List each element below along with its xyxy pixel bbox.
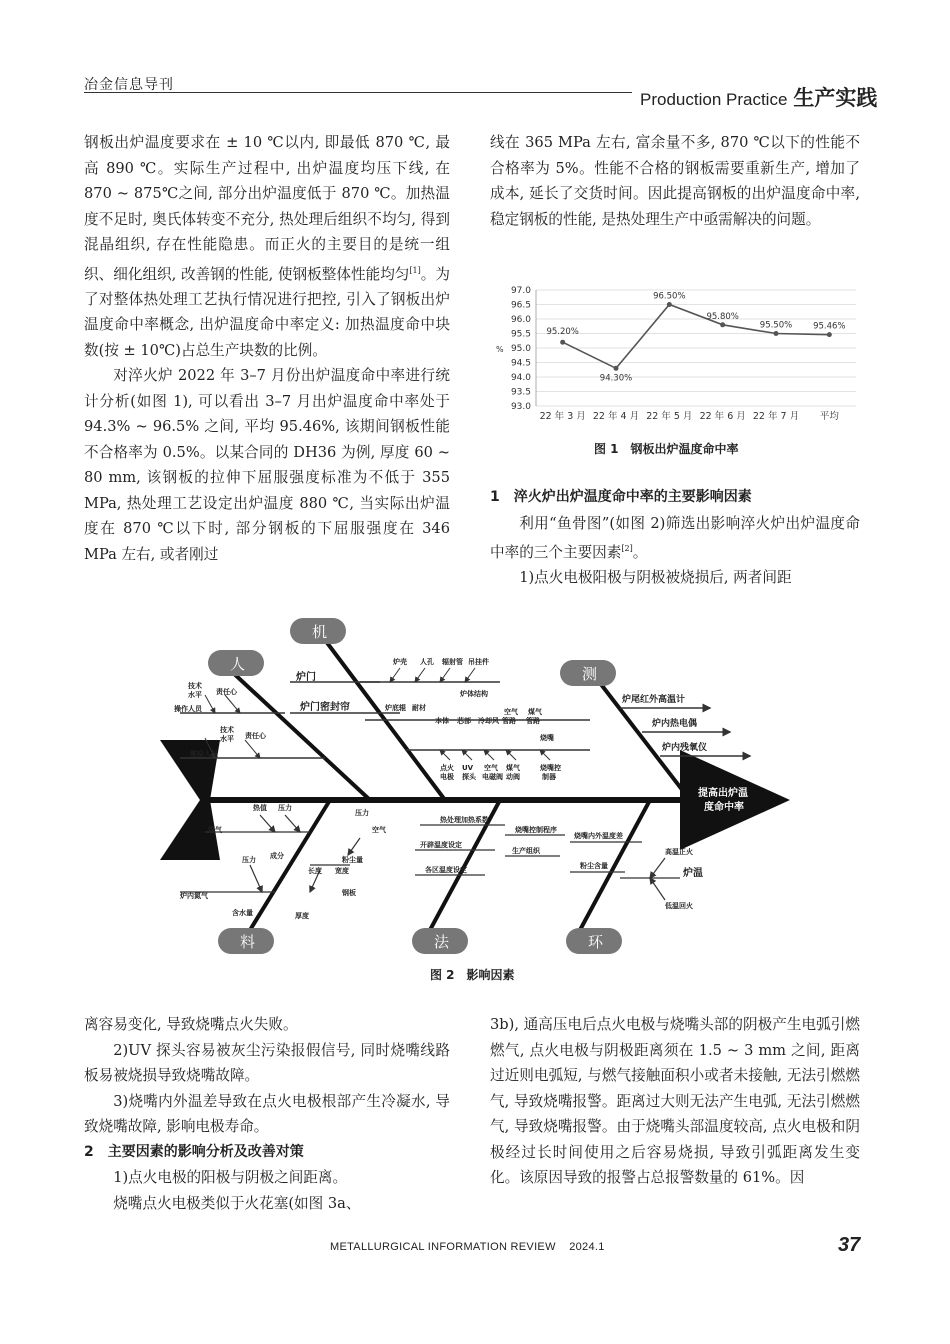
- liao-item: 压力: [278, 804, 292, 812]
- fa-item: 热处理加热系数: [440, 816, 489, 824]
- paragraph: 离容易变化, 导致烧嘴点火失败。: [84, 1016, 298, 1033]
- chart-point: [614, 366, 619, 371]
- liao-item: 炉内氮气: [180, 892, 208, 900]
- chart-x-tick: 22 年 7 月: [752, 411, 800, 422]
- paragraph: 烧嘴点火电极类似于火花塞(如图 3a、: [113, 1194, 361, 1212]
- liao-item: 压力: [355, 809, 369, 817]
- liao-item: 压力: [242, 856, 256, 864]
- cat-liao: 料: [240, 933, 256, 951]
- ji-item: 人孔: [420, 658, 434, 666]
- fig2-fishbone-diagram: [150, 610, 800, 960]
- ji-item: 辐射管: [442, 658, 463, 666]
- ji-item: 烧嘴控: [540, 764, 561, 772]
- chart-x-ticks: [540, 410, 840, 422]
- fa-item: 各区温度设定: [425, 866, 467, 874]
- footer-journal: METALLURGICAL INFORMATION REVIEW: [330, 1241, 556, 1253]
- chart-y-tick: 94.5: [510, 358, 531, 369]
- head-label-1: 提高出炉温: [698, 788, 748, 799]
- chart-y-tick: 93.0: [510, 402, 531, 412]
- text: 钢板出炉温度要求在 ± 10 ℃以内, 即最低 870 ℃, 最高 890 ℃。实际生产过程中, 出炉温度均压下线, 在 870 ~ 875℃之间, 部分出炉温度低于 870 ℃。加热温度不足时, 奥氏体转变不充分, 热处理后组织不均匀, 得到混晶组织, 存在性能隐患。而正火的主要目的是统一组织、细化组织, 改善钢的性能, 使钢板整体性能均匀: [84, 134, 450, 283]
- chart-x-tick: 22 年 3 月: [539, 411, 586, 422]
- chart-data-label: 96.50%: [653, 291, 686, 302]
- ji-item: 点火: [440, 764, 454, 772]
- header-rule: [84, 92, 632, 93]
- cat-fa: 法: [434, 933, 450, 951]
- chart-grid: [536, 290, 856, 406]
- chart-y-ticks: [511, 286, 531, 412]
- ren-item: 维检人员: [190, 750, 218, 758]
- text: 。为了对整体热处理工艺执行情况进行把控, 引入了钢板出炉温度命中率概念, 出炉温度命中率定义: 加热温度命中块数(按 ± 10℃)占总生产块数的比例。: [84, 265, 450, 359]
- ji-item: 电极: [440, 773, 454, 781]
- paragraph: 对淬火炉 2022 年 3–7 月份出炉温度命中率进行统计分析(如图 1), 可以看出 3–7 月出炉温度命中率处于 94.3% ~ 96.5% 之间, 平均 95.46%, 该期间钢板性能不合格率为 0.5%。以某合同的 DH36 为例, 厚度 60 ~ 80 mm, 该钢板的拉伸下屈服强度标准为不低于 355 MPa, 热处理工艺设定出炉温度 880 ℃, 当实际出炉温度在 870 ℃以下时, 部分钢板的下屈服强度在 346 MPa 左右, 或者刚过: [84, 367, 450, 563]
- cat-ren: 人: [230, 655, 246, 673]
- bottom-right-column: [490, 1012, 860, 1191]
- paragraph: 2)UV 探头容易被灰尘污染报假信号, 同时烧嘴线路板易被烧损导致烧嘴故障。: [84, 1041, 450, 1084]
- ji-item: 制器: [542, 773, 556, 781]
- chart-y-tick: 93.5: [510, 387, 531, 398]
- section-en: Production Practice: [640, 90, 788, 109]
- ji-item: 炉体结构: [460, 690, 488, 698]
- chart-x-tick: 22 年 4 月: [592, 411, 640, 422]
- ji-item: 耐材: [412, 704, 426, 712]
- ren-item: 水平: [220, 735, 234, 743]
- right-column: [490, 130, 860, 232]
- right-column-section1: [490, 485, 860, 591]
- huan-item: 高温正火: [665, 848, 693, 856]
- section-heading: 2 主要因素的影响分析及改善对策: [84, 1143, 304, 1160]
- ji-item: 炉门: [296, 672, 316, 683]
- fa-item: 烧嘴控制程序: [515, 826, 557, 834]
- huan-item: 低温回火: [665, 902, 693, 910]
- chart-y-tick: 96.5: [510, 300, 531, 311]
- section-cn: 生产实践: [793, 86, 878, 110]
- chart-x-tick: 22 年 5 月: [646, 411, 693, 422]
- liao-item: 长度: [308, 867, 322, 875]
- chart-point: [827, 332, 832, 337]
- page-number: 37: [838, 1234, 861, 1256]
- paragraph: [84, 130, 450, 363]
- ji-item: 动阀: [506, 773, 520, 781]
- footer: [330, 1241, 605, 1253]
- footer-issue: 2024.1: [569, 1241, 605, 1253]
- ren-item: 操作人员: [174, 705, 202, 713]
- chart-point: [720, 322, 725, 327]
- cat-ce: 测: [582, 665, 598, 683]
- bottom-left-column: [84, 1012, 450, 1216]
- bone-ce: [590, 670, 690, 800]
- ji-item: 煤气: [528, 708, 542, 716]
- chart-series-line: [563, 305, 830, 369]
- chart-y-tick: 95.5: [510, 329, 531, 340]
- chart-y-tick: 95.0: [510, 344, 531, 354]
- liao-item: 含水量: [232, 909, 253, 917]
- paragraph: 3)烧嘴内外温差导致在点火电极根部产生冷凝水, 导致烧嘴故障, 影响电极寿命。: [84, 1092, 450, 1135]
- citation: [1]: [409, 265, 421, 275]
- ce-item: 炉尾红外高温计: [622, 695, 686, 705]
- ren-item: 水平: [188, 691, 202, 699]
- ren-item: 技术: [188, 682, 202, 690]
- liao-item: 宽度: [335, 867, 349, 875]
- chart-data-label: 95.50%: [759, 320, 793, 331]
- chart-data-labels: [546, 292, 845, 384]
- ji-item: 管路: [526, 717, 540, 725]
- section-header: [640, 82, 877, 112]
- huan-item: 粉尘含量: [580, 862, 608, 870]
- chart-y-label: %: [496, 345, 504, 354]
- ce-item: 炉内残氧仪: [662, 743, 708, 753]
- ji-item: 管路: [502, 717, 516, 725]
- ji-item: 烧嘴: [540, 734, 554, 742]
- ji-item: 煤气: [506, 764, 520, 772]
- ji-item: UV: [462, 764, 474, 772]
- head-label-2: 度命中率: [704, 802, 744, 813]
- liao-item: 空气: [372, 826, 386, 834]
- paragraph: [490, 511, 860, 566]
- text: 。: [632, 543, 648, 561]
- liao-item: 钢板: [342, 889, 356, 897]
- liao-item: 煤气: [208, 826, 222, 834]
- ji-item: 本体: [435, 717, 449, 725]
- liao-item: 成分: [270, 852, 284, 860]
- chart-data-label: 95.46%: [813, 321, 846, 332]
- chart-data-label: 95.20%: [546, 327, 579, 338]
- liao-item: 粉尘量: [342, 856, 363, 864]
- ji-item: 冷却风: [478, 717, 499, 725]
- ji-item: 炉门密封帘: [300, 702, 350, 713]
- chart-y-tick: 97.0: [510, 286, 531, 296]
- chart-y-tick: 96.0: [510, 315, 531, 325]
- huan-item: 炉温: [683, 868, 703, 879]
- ji-item: 炉壳: [393, 658, 407, 666]
- paragraph: 线在 365 MPa 左右, 富余量不多, 870 ℃以下的性能不合格率为 5%。性能不合格的钢板需要重新生产, 增加了成本, 延长了交货时间。因此提高钢板的出炉温度命中率, 稳定钢板的性能, 是热处理生产中亟需解决的问题。: [490, 134, 860, 228]
- fig1-caption: 图 1 钢板出炉温度命中率: [594, 442, 739, 456]
- ce-item: 炉内热电偶: [652, 719, 698, 729]
- fig1-line-chart: [490, 282, 862, 432]
- chart-x-tick: 平均: [819, 411, 839, 422]
- chart-point: [774, 331, 779, 336]
- chart-data-label: 95.80%: [706, 311, 739, 322]
- cat-ji: 机: [312, 623, 328, 641]
- fa-item: 生产组织: [512, 847, 540, 855]
- fa-item: 开辟温度设定: [420, 841, 462, 849]
- cat-huan: 环: [588, 933, 604, 951]
- chart-data-label: 94.30%: [599, 373, 633, 384]
- fig2-caption: 图 2 影响因素: [430, 968, 515, 982]
- paragraph: 1)点火电极阳极与阴极被烧损后, 两者间距: [519, 569, 792, 587]
- ji-item: 吊挂件: [468, 658, 489, 666]
- liao-item: 厚度: [295, 912, 309, 920]
- ji-item: 电磁阀: [482, 773, 503, 781]
- huan-item: 烧嘴内外温度差: [574, 832, 623, 840]
- ji-item: 探头: [462, 773, 476, 781]
- ren-item: 责任心: [245, 732, 266, 740]
- journal-title: 冶金信息导刊: [84, 77, 174, 93]
- chart-x-tick: 22 年 6 月: [699, 411, 746, 422]
- ji-item: 空气: [504, 708, 518, 716]
- chart-point: [560, 340, 565, 345]
- ji-item: 芯部: [457, 717, 471, 725]
- ren-item: 技术: [220, 726, 234, 734]
- fish-head: [680, 750, 790, 850]
- liao-item: 热值: [253, 804, 267, 812]
- ji-item: 空气: [484, 764, 498, 772]
- paragraph: 3b), 通高压电后点火电极与烧嘴头部的阴极产生电弧引燃燃气, 点火电极与阴极距离须在 1.5 ~ 3 mm 之间, 距离过近则电弧短, 与燃气接触面积小或者未接触, 无法引燃燃气, 导致烧嘴报警。距离过大则无法产生电弧, 无法引燃燃气, 导致烧嘴报警。由于烧嘴头部温度较高, 点火电极和阴极经过长时间使用之后容易烧损, 导致引弧距离发生变化。该原因导致的报警占总报警数量的 61%。因: [490, 1016, 860, 1186]
- chart-point: [667, 302, 672, 307]
- citation: [2]: [621, 544, 633, 553]
- text: 利用“鱼骨图”(如图 2)筛选出影响淬火炉出炉温度命中率的三个主要因素: [490, 514, 860, 561]
- ji-item: 炉底辊: [385, 704, 406, 712]
- section-heading: 1 淬火炉出炉温度命中率的主要影响因素: [490, 489, 752, 505]
- ren-item: 责任心: [216, 688, 237, 696]
- paragraph: 1)点火电极的阳极与阴极之间距离。: [113, 1169, 348, 1186]
- left-column: [84, 130, 450, 567]
- chart-y-tick: 94.0: [510, 373, 531, 383]
